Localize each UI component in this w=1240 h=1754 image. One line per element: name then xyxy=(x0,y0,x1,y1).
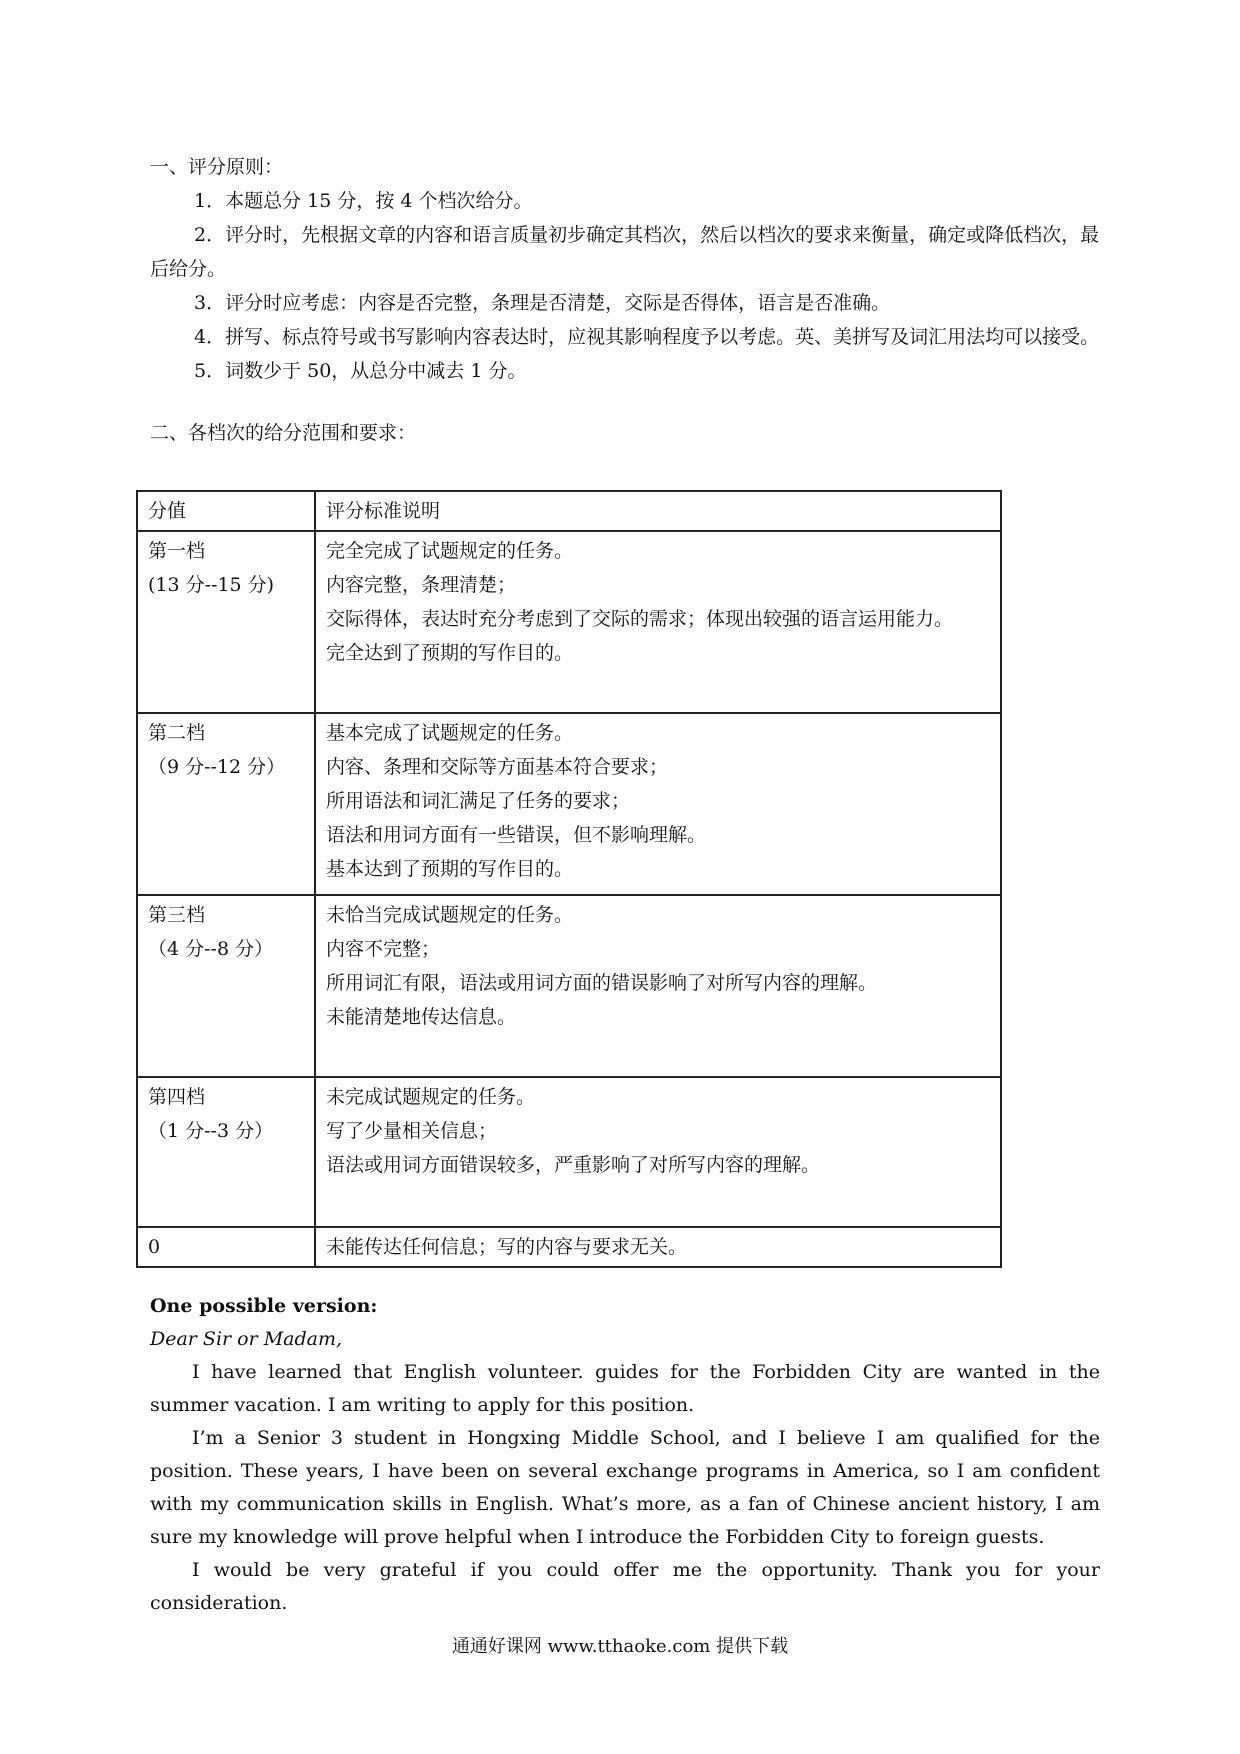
table-row xyxy=(137,713,1001,895)
essay-paragraph: I would be very grateful if you could offer me the opportunity. Thank you for your consideration. xyxy=(150,1559,1100,1614)
criteria-line: 未恰当完成试题规定的任务。 xyxy=(326,904,574,926)
table-row xyxy=(137,1077,1001,1227)
rule-1: 1．本题总分 15 分，按 4 个档次给分。 xyxy=(194,190,533,212)
criteria-line: 所用语法和词汇满足了任务的要求； xyxy=(326,790,631,812)
criteria-line: 交际得体，表达时充分考虑到了交际的需求；体现出较强的语言运用能力。 xyxy=(326,608,954,630)
sample-essay xyxy=(150,1290,1100,1620)
grade-cell xyxy=(137,713,315,895)
footer-download-note: 通通好课网 www.tthaoke.com 提供下载 xyxy=(451,1636,789,1657)
header-criteria: 评分标准说明 xyxy=(315,491,1001,531)
criteria-line: 未能传达任何信息；写的内容与要求无关。 xyxy=(326,1236,688,1258)
grade-range: （4 分--8 分） xyxy=(148,938,274,960)
grade-cell xyxy=(137,1227,315,1267)
grade-range: （9 分--12 分） xyxy=(148,756,286,778)
grading-table xyxy=(136,490,1002,1268)
rule-2: 2．评分时，先根据文章的内容和语言质量初步确定其档次，然后以档次的要求来衡量，确定或降低档次，最后给分。 xyxy=(150,224,1100,280)
sample-heading: One possible version: xyxy=(150,1295,378,1317)
table-header-row xyxy=(137,491,1001,531)
criteria-line: 写了少量相关信息； xyxy=(326,1120,498,1142)
criteria-cell xyxy=(315,713,1001,895)
grade-label: 第二档 xyxy=(148,722,206,744)
grade-cell xyxy=(137,1077,315,1227)
criteria-line: 内容、条理和交际等方面基本符合要求； xyxy=(326,756,669,778)
criteria-line: 未完成试题规定的任务。 xyxy=(326,1086,536,1108)
criteria-line: 所用词汇有限，语法或用词方面的错误影响了对所写内容的理解。 xyxy=(326,972,878,994)
table-row xyxy=(137,895,1001,1077)
criteria-line: 基本完成了试题规定的任务。 xyxy=(326,722,574,744)
criteria-line: 未能清楚地传达信息。 xyxy=(326,1006,517,1028)
grade-label: 第三档 xyxy=(148,904,206,926)
table-row xyxy=(137,1227,1001,1267)
criteria-cell xyxy=(315,1077,1001,1227)
criteria-line: 完全完成了试题规定的任务。 xyxy=(326,540,574,562)
grade-range: （1 分--3 分） xyxy=(148,1120,274,1142)
grade-label: 0 xyxy=(148,1236,161,1258)
header-score: 分值 xyxy=(137,491,315,531)
section2-title: 二、各档次的给分范围和要求： xyxy=(150,422,417,444)
essay-paragraph: I have learned that English volunteer. guides for the Forbidden City are wanted in the summer vacation. I am writing to apply for this position. xyxy=(150,1361,1100,1416)
grade-cell xyxy=(137,895,315,1077)
criteria-line: 内容不完整； xyxy=(326,938,441,960)
grade-cell xyxy=(137,531,315,713)
criteria-cell xyxy=(315,895,1001,1077)
table-row xyxy=(137,531,1001,713)
rule-3: 3．评分时应考虑：内容是否完整，条理是否清楚，交际是否得体，语言是否准确。 xyxy=(194,292,891,314)
criteria-line: 语法或用词方面错误较多，严重影响了对所写内容的理解。 xyxy=(326,1154,821,1176)
grade-label: 第四档 xyxy=(148,1086,206,1108)
criteria-line: 语法和用词方面有一些错误，但不影响理解。 xyxy=(326,824,707,846)
rule-4: 4．拼写、标点符号或书写影响内容表达时，应视其影响程度予以考虑。英、美拼写及词汇用法均可以接受。 xyxy=(194,326,1100,348)
criteria-line: 基本达到了预期的写作目的。 xyxy=(326,858,574,880)
essay-paragraph: I’m a Senior 3 student in Hongxing Middle School, and I believe I am qualified for the position. These years, I have been on several exchange programs in America, so I am confident with my communication skills in English. What’s more, as a fan of Chinese ancient history, I am sure my knowledge will prove helpful when I introduce the Forbidden City to foreign guests. xyxy=(150,1427,1100,1548)
scoring-principles xyxy=(150,150,1100,450)
rule-5: 5．词数少于 50，从总分中减去 1 分。 xyxy=(194,360,527,382)
grade-label: 第一档 xyxy=(148,540,206,562)
criteria-cell xyxy=(315,531,1001,713)
section1-title: 一、评分原则： xyxy=(150,156,284,178)
criteria-line: 完全达到了预期的写作目的。 xyxy=(326,642,574,664)
salutation: Dear Sir or Madam, xyxy=(150,1328,343,1350)
grade-range: (13 分--15 分) xyxy=(148,574,275,596)
criteria-cell xyxy=(315,1227,1001,1267)
criteria-line: 内容完整，条理清楚； xyxy=(326,574,517,596)
